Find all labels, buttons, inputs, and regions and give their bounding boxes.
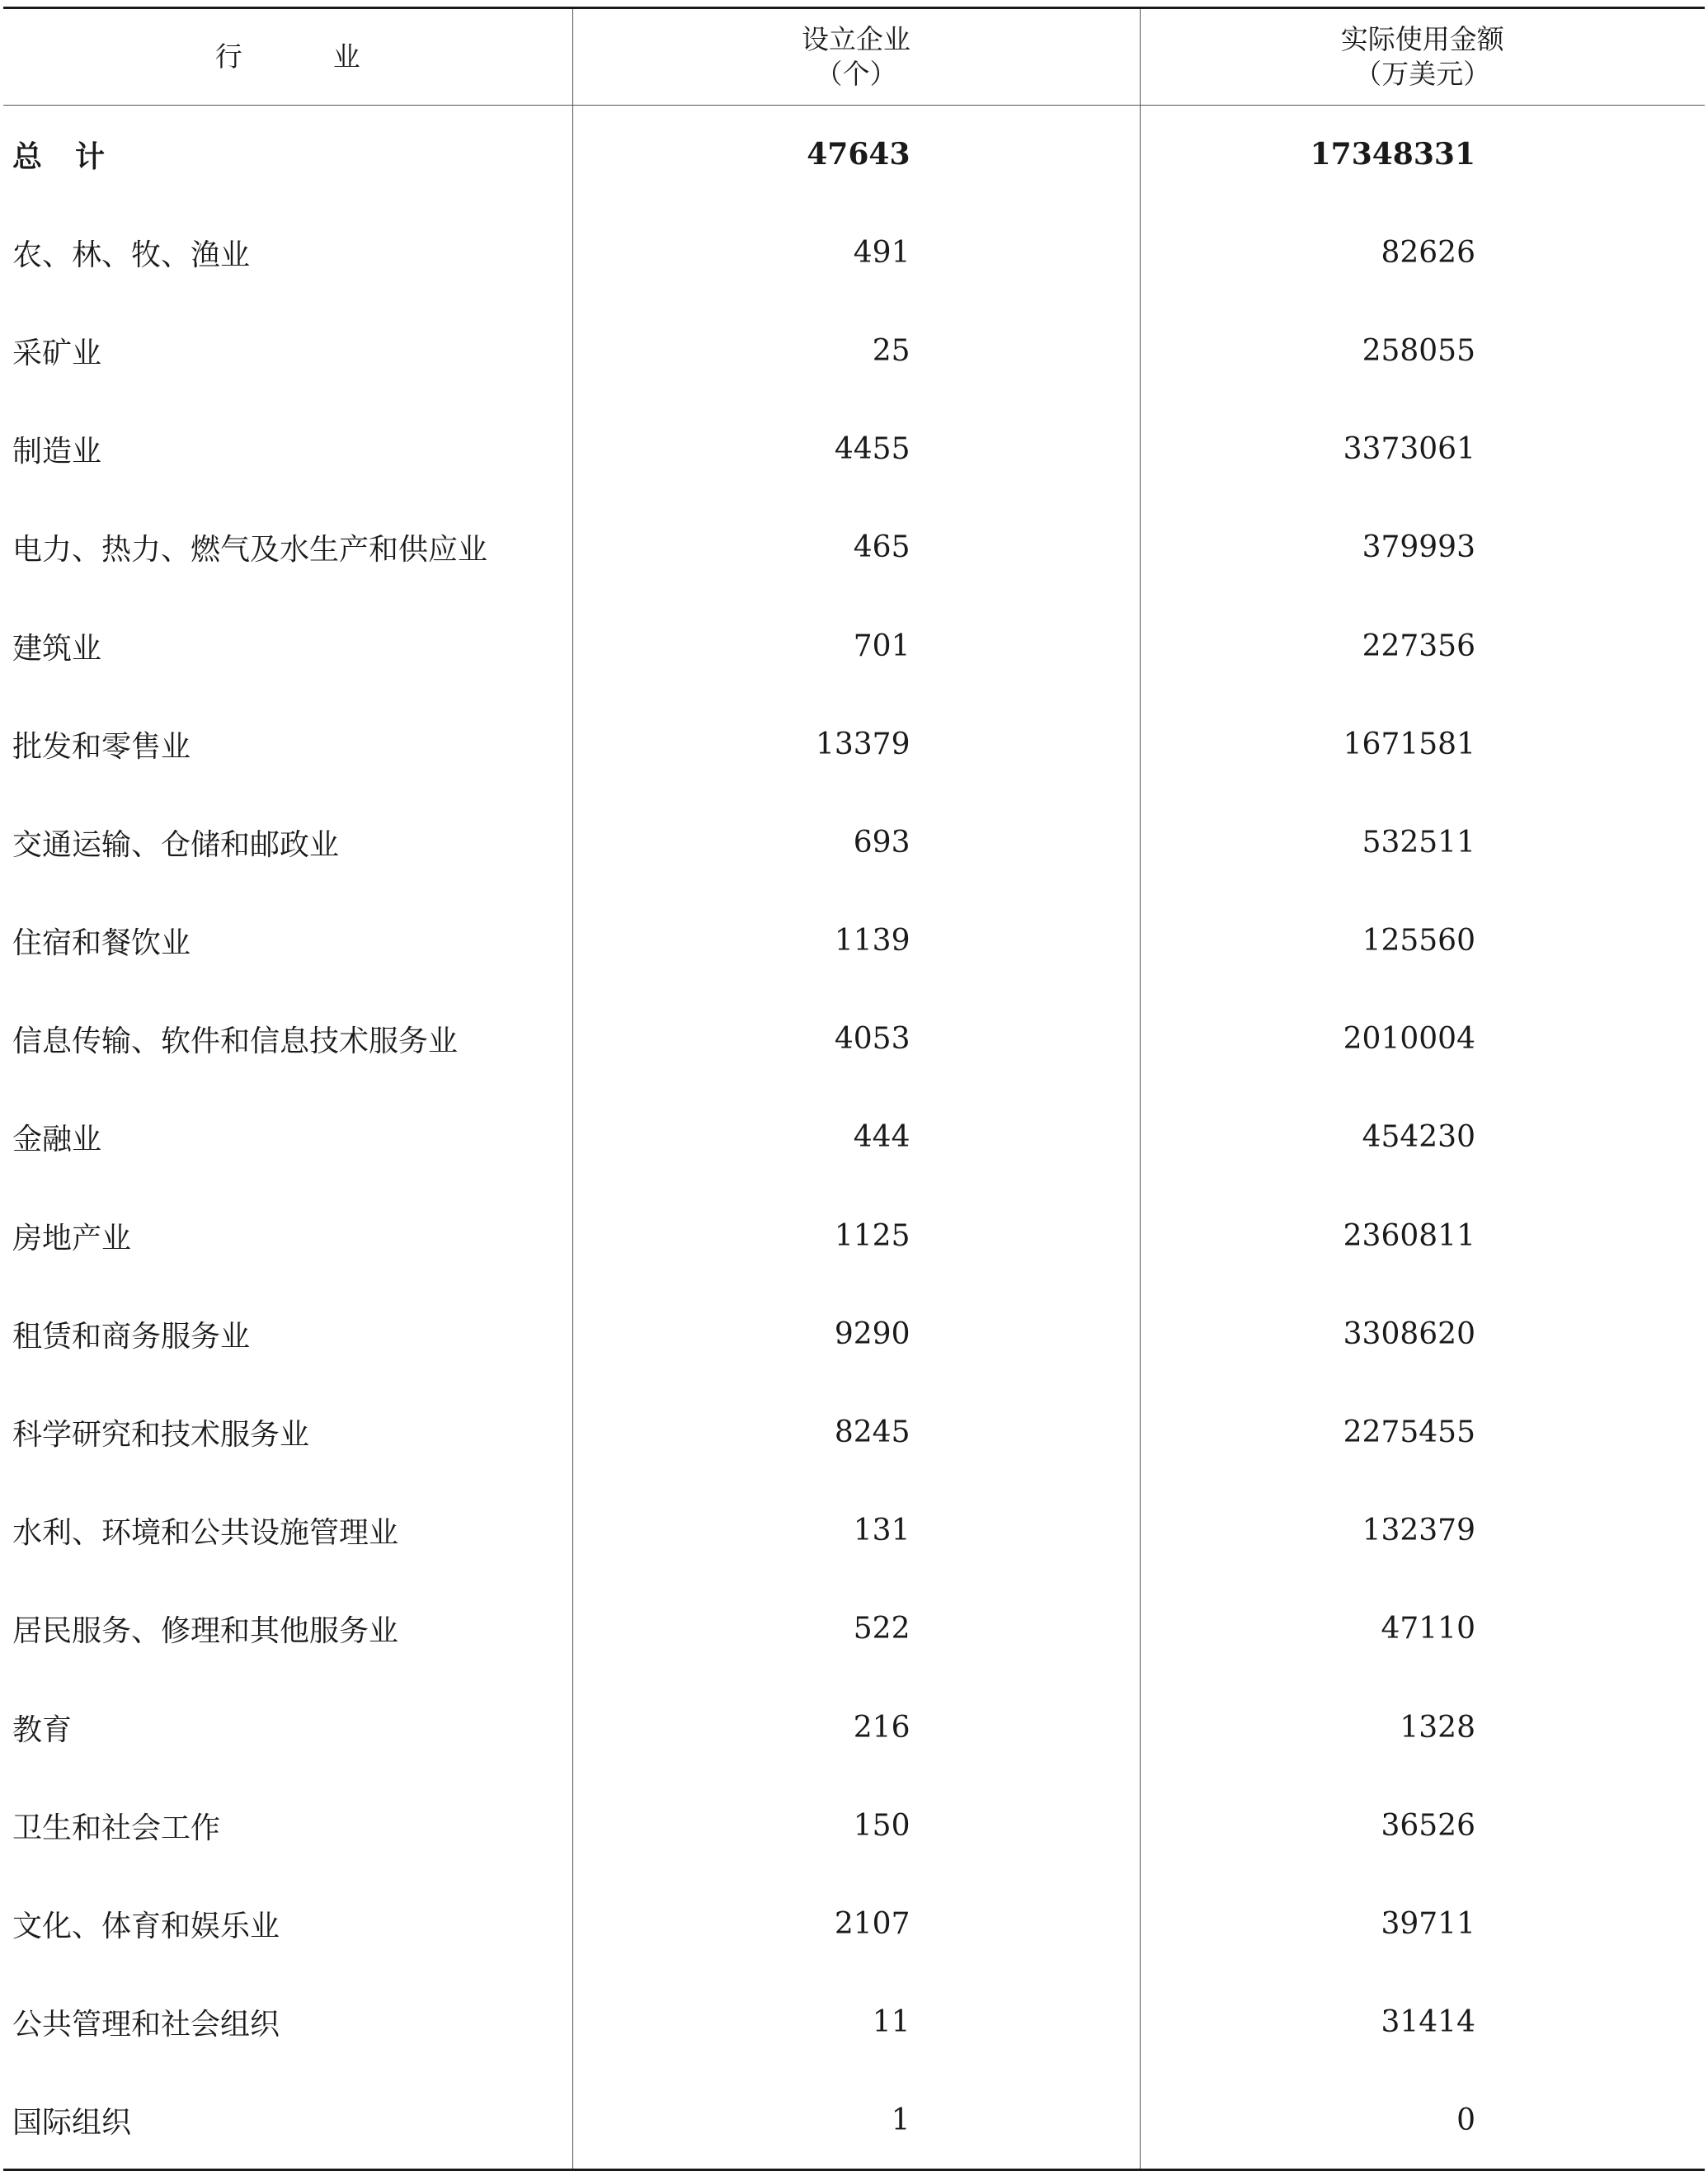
actual-amount: 39711: [1140, 1875, 1705, 1973]
industry-name: 国际组织: [3, 2071, 572, 2169]
header-enterprises: [572, 8, 1140, 106]
header-amount-unit: （万美元）: [1354, 58, 1491, 90]
enterprises-count: 1139: [572, 892, 1140, 990]
table-row: [3, 1973, 1705, 2071]
table-row: [3, 1285, 1705, 1383]
actual-amount: 125560: [1140, 892, 1705, 990]
total-enterprises: 47643: [572, 106, 1140, 204]
industry-name: 水利、环境和公共设施管理业: [12, 1516, 399, 1551]
industry-name: 文化、体育和娱乐业: [12, 1909, 280, 1943]
industry-name: 公共管理和社会组织: [12, 2008, 280, 2042]
enterprises-count: 522: [572, 1580, 1140, 1678]
actual-amount: 3373061: [1140, 400, 1705, 498]
header-industry-char-2: 业: [332, 40, 360, 73]
actual-amount: 379993: [1140, 498, 1705, 596]
actual-amount: 227356: [1140, 596, 1705, 695]
enterprises-count: 131: [572, 1481, 1140, 1580]
actual-amount: 532511: [1140, 794, 1705, 892]
total-label-char-1: 总: [12, 139, 43, 174]
enterprises-count: 216: [572, 1679, 1140, 1777]
total-row: [3, 106, 1705, 204]
header-enterprises-unit: （个）: [815, 58, 897, 90]
industry-name: 教育: [12, 1712, 73, 1747]
industry-name: 居民服务、修理和其他服务业: [12, 1614, 399, 1649]
actual-amount: 258055: [1140, 302, 1705, 400]
header-industry: [3, 8, 572, 106]
table-row: [3, 302, 1705, 400]
enterprises-count: 4455: [572, 400, 1140, 498]
actual-amount: 454230: [1140, 1088, 1705, 1186]
industry-name: 交通运输、仓储和邮政业: [12, 827, 340, 862]
industry-name: 建筑业: [12, 631, 102, 666]
industry-name: 批发和零售业: [12, 729, 191, 764]
table-row: [3, 1088, 1705, 1186]
enterprises-count: 9290: [572, 1285, 1140, 1383]
table-header-row: [3, 8, 1705, 106]
enterprises-count: 444: [572, 1088, 1140, 1186]
table-row: [3, 794, 1705, 892]
header-amount: [1140, 8, 1705, 106]
actual-amount: 2010004: [1140, 990, 1705, 1088]
total-label-char-2: 计: [75, 139, 106, 174]
enterprises-count: 8245: [572, 1383, 1140, 1481]
actual-amount: 1328: [1140, 1679, 1705, 1777]
header-amount-title: 实际使用金额: [1340, 23, 1504, 55]
industry-name: 房地产业: [12, 1221, 132, 1255]
enterprises-count: 150: [572, 1777, 1140, 1875]
industry-table-container: [3, 7, 1705, 2171]
table-row: [3, 498, 1705, 596]
table-row: [3, 1580, 1705, 1678]
actual-amount: 0: [1140, 2071, 1705, 2169]
actual-amount: 2275455: [1140, 1383, 1705, 1481]
industry-name: 电力、热力、燃气及水生产和供应业: [12, 533, 488, 568]
header-industry-char-1: 行: [214, 40, 242, 73]
table-row: [3, 1777, 1705, 1875]
industry-name: 制造业: [12, 435, 102, 469]
actual-amount: 3308620: [1140, 1285, 1705, 1383]
table-row: [3, 2071, 1705, 2169]
industry-name: 金融业: [12, 1123, 102, 1157]
industry-name: 信息传输、软件和信息技术服务业: [12, 1024, 459, 1059]
enterprises-count: 4053: [572, 990, 1140, 1088]
actual-amount: 2360811: [1140, 1187, 1705, 1285]
table-row: [3, 1481, 1705, 1580]
enterprises-count: 13379: [572, 695, 1140, 794]
enterprises-count: 1: [572, 2071, 1140, 2169]
industry-investment-table: [3, 7, 1705, 2171]
total-label: [3, 106, 572, 204]
enterprises-count: 11: [572, 1973, 1140, 2071]
table-row: [3, 1679, 1705, 1777]
enterprises-count: 693: [572, 794, 1140, 892]
table-row: [3, 1187, 1705, 1285]
table-row: [3, 892, 1705, 990]
enterprises-count: 701: [572, 596, 1140, 695]
table-row: [3, 204, 1705, 302]
industry-name: 住宿和餐饮业: [12, 926, 191, 961]
industry-name: 采矿业: [12, 336, 102, 370]
industry-name: 租赁和商务服务业: [12, 1319, 251, 1354]
table-row: [3, 400, 1705, 498]
actual-amount: 1671581: [1140, 695, 1705, 794]
table-body: [3, 106, 1705, 2170]
enterprises-count: 25: [572, 302, 1140, 400]
enterprises-count: 465: [572, 498, 1140, 596]
industry-name: 农、林、牧、渔业: [12, 238, 251, 272]
table-row: [3, 1875, 1705, 1973]
total-amount: 17348331: [1140, 106, 1705, 204]
enterprises-count: 491: [572, 204, 1140, 302]
industry-name: 卫生和社会工作: [12, 1811, 221, 1845]
actual-amount: 36526: [1140, 1777, 1705, 1875]
actual-amount: 31414: [1140, 1973, 1705, 2071]
table-row: [3, 990, 1705, 1088]
industry-name: 科学研究和技术服务业: [12, 1418, 310, 1453]
table-row: [3, 596, 1705, 695]
header-enterprises-title: 设立企业: [802, 23, 910, 55]
enterprises-count: 2107: [572, 1875, 1140, 1973]
enterprises-count: 1125: [572, 1187, 1140, 1285]
table-row: [3, 695, 1705, 794]
actual-amount: 132379: [1140, 1481, 1705, 1580]
actual-amount: 47110: [1140, 1580, 1705, 1678]
actual-amount: 82626: [1140, 204, 1705, 302]
table-row: [3, 1383, 1705, 1481]
